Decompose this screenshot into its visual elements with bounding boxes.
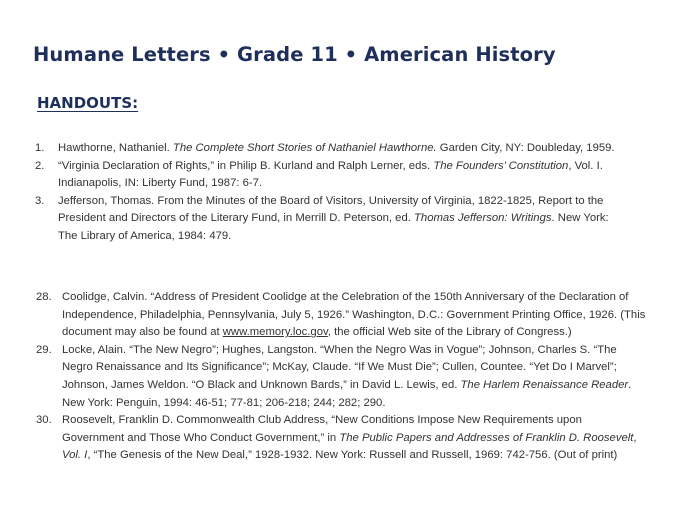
citation-text: Independence, Philadelphia, Pennsylvania, July 5, 1926.” Washington, D.C.: Government Printing Office, 1926. (This — [62, 308, 646, 321]
citation-line — [58, 158, 670, 176]
handout-number: 29. — [36, 343, 52, 356]
handout-entry — [0, 289, 690, 342]
citation-text: , the official Web site of the Library of Congress.) — [327, 326, 572, 339]
citation-text: Hawthorne, Nathaniel. — [58, 142, 173, 154]
citation-title: The Founders’ Constitution — [433, 159, 569, 172]
citation-text: , — [633, 431, 637, 444]
citation-line — [58, 175, 670, 193]
citation-text: , “The Genesis of the New Deal,” 1928-1932. New York: Russell and Russell, 1969: 742-756. (Out of print) — [87, 449, 618, 462]
citation-line — [62, 430, 670, 448]
handout-number: 28. — [36, 291, 52, 303]
citation-title: The Complete Short Stories of Nathaniel Hawthorne. — [172, 142, 437, 154]
citation-text: New York: Penguin, 1994: 46-51; 77-81; 206-218; 244; 282; 290. — [62, 396, 386, 409]
citation-text: Johnson, James Weldon. “O Black and Unknown Bards,” in David L. Lewis, ed. — [62, 378, 461, 391]
citation-text: Garden City, NY: Doubleday, 1959. — [436, 142, 615, 154]
citation-line — [62, 307, 670, 325]
citation-line — [62, 447, 670, 465]
handout-number: 30. — [36, 414, 52, 427]
citation-line — [62, 412, 670, 430]
citation-text: Coolidge, Calvin. “Address of President Coolidge at the Celebration of the 150th Anniversary of the Declaration of — [62, 291, 629, 303]
handout-number: 2. — [35, 159, 45, 172]
citation-text: Roosevelt, Franklin D. Commonwealth Club Address, “New Conditions Impose New Requirements upon — [62, 414, 582, 427]
citation-line — [62, 377, 670, 395]
citation-line — [62, 289, 670, 307]
citation-line — [58, 140, 670, 158]
citation-title: Vol. I — [62, 449, 88, 462]
citation-text: Indianapolis, IN: Liberty Fund, 1987: 6-7. — [58, 177, 263, 190]
citation-line — [58, 228, 670, 246]
handouts-list-continued — [0, 289, 690, 465]
handout-number: 1. — [35, 142, 45, 154]
citation-line — [58, 193, 670, 211]
citation-line — [62, 342, 670, 360]
citation-line — [58, 210, 670, 228]
handout-entry — [0, 158, 690, 193]
citation-text: The Library of America, 1984: 479. — [58, 229, 232, 242]
citation-text: “Virginia Declaration of Rights,” in Philip B. Kurland and Ralph Lerner, eds. — [58, 159, 434, 172]
handout-entry — [0, 412, 690, 465]
citation-text: Government and Those Who Conduct Government,” in — [62, 431, 340, 444]
citation-text: document may also be found at — [62, 326, 223, 339]
document-title: Humane Letters • Grade 11 • American History — [33, 43, 556, 66]
citation-line — [62, 324, 670, 342]
web-link[interactable]: www.memory.loc.gov — [222, 326, 328, 339]
citation-text: President and Directors of the Literary Fund, in Merrill D. Peterson, ed. — [58, 212, 415, 225]
citation-title: The Public Papers and Addresses of Franklin D. Roosevelt — [339, 431, 634, 444]
citation-title: Thomas Jefferson: Writings — [414, 212, 552, 225]
handouts-list-first — [0, 140, 690, 246]
citation-line — [62, 395, 670, 413]
citation-text: Locke, Alain. “The New Negro”; Hughes, Langston. “When the Negro Was in Vogue”; Johnson, Charles S. “The — [62, 343, 617, 356]
citation-text: , Vol. I. — [568, 159, 603, 172]
citation-text: . New York: — [551, 212, 609, 225]
handout-entry — [0, 342, 690, 412]
citation-title: The Harlem Renaissance Reader — [460, 378, 629, 391]
handout-entry — [0, 140, 690, 158]
handout-entry — [0, 193, 690, 246]
citation-text: Negro Renaissance and Its Significance”; McKay, Claude. “If We Must Die”; Cullen, Countee. “Yet Do I Marvel”; — [62, 361, 617, 374]
citation-text: . — [628, 378, 632, 391]
citation-text: Jefferson, Thomas. From the Minutes of the Board of Visitors, University of Virginia, 1822-1825, Report to the — [58, 194, 604, 207]
citation-line — [62, 359, 670, 377]
handout-number: 3. — [35, 194, 45, 207]
handouts-heading: HANDOUTS: — [37, 94, 139, 112]
